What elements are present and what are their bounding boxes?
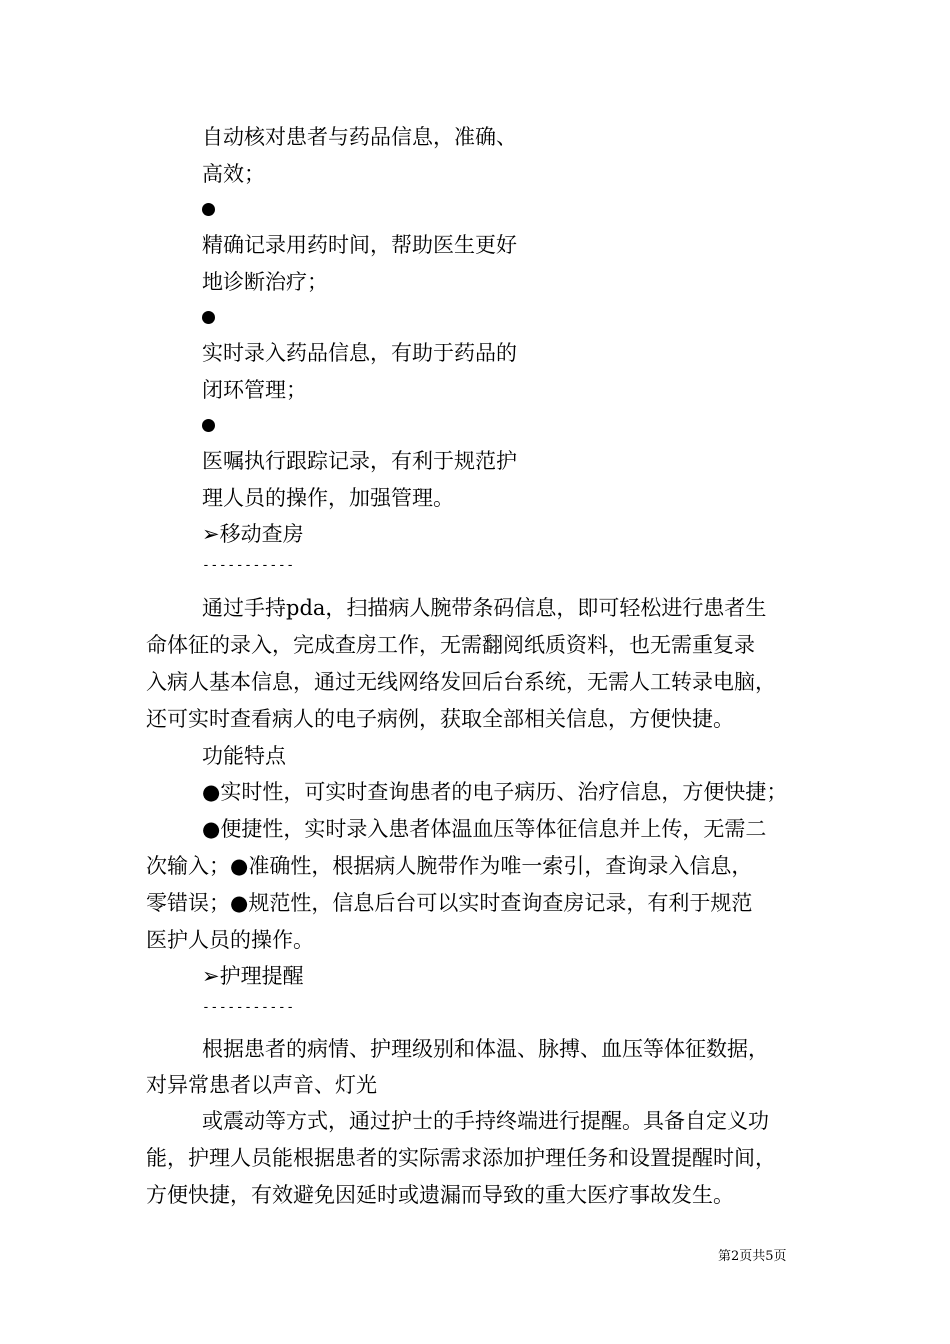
section-heading-nursing-reminder: ➢护理提醒: [202, 964, 304, 988]
paragraph-line: 入病人基本信息，通过无线网络发回后台系统，无需人工转录电脑，: [146, 670, 776, 694]
list-item-4-line-2: 理人员的操作，加强管理。: [202, 486, 454, 510]
features-heading: 功能特点: [202, 744, 286, 768]
list-item-1-line-1: 自动核对患者与药品信息，准确、: [202, 125, 517, 149]
paragraph-line: 或震动等方式，通过护士的手持终端进行提醒。具备自定义功: [202, 1109, 769, 1133]
bullet-icon: [202, 419, 215, 432]
bullet-icon: [202, 203, 215, 216]
list-item-2-line-2: 地诊断治疗；: [202, 270, 328, 294]
paragraph-line: 根据患者的病情、护理级别和体温、脉搏、血压等体征数据，: [202, 1037, 769, 1061]
feature-line: ●实时性，可实时查询患者的电子病历、治疗信息，方便快捷；: [202, 780, 788, 804]
feature-line: 次输入；●准确性，根据病人腕带作为唯一索引，查询录入信息，: [146, 854, 753, 878]
paragraph-line: 能，护理人员能根据患者的实际需求添加护理任务和设置提醒时间，: [146, 1146, 776, 1170]
paragraph-line: 通过手持pda，扫描病人腕带条码信息，即可轻松进行患者生: [202, 596, 767, 620]
list-item-1-line-2: 高效；: [202, 162, 265, 186]
list-item-3-line-1: 实时录入药品信息，有助于药品的: [202, 341, 517, 365]
section-separator: -----------: [202, 558, 295, 573]
section-separator: -----------: [202, 1000, 295, 1015]
bullet-icon: [202, 311, 215, 324]
paragraph-line: 还可实时查看病人的电子病例，获取全部相关信息，方便快捷。: [146, 707, 734, 731]
feature-line: 零错误；●规范性，信息后台可以实时查询查房记录，有利于规范: [146, 891, 753, 915]
list-item-4-line-1: 医嘱执行跟踪记录，有利于规范护: [202, 449, 517, 473]
paragraph-line: 对异常患者以声音、灯光: [146, 1073, 377, 1097]
feature-line: 医护人员的操作。: [146, 928, 314, 952]
section-heading-mobile-rounds: ➢移动查房: [202, 522, 304, 546]
paragraph-line: 命体征的录入，完成查房工作，无需翻阅纸质资料，也无需重复录: [146, 633, 755, 657]
page-number: 第2页共5页: [718, 1249, 787, 1264]
paragraph-line: 方便快捷，有效避免因延时或遗漏而导致的重大医疗事故发生。: [146, 1183, 734, 1207]
list-item-2-line-1: 精确记录用药时间，帮助医生更好: [202, 233, 517, 257]
list-item-3-line-2: 闭环管理；: [202, 378, 307, 402]
feature-line: ●便捷性，实时录入患者体温血压等体征信息并上传，无需二: [202, 817, 767, 841]
